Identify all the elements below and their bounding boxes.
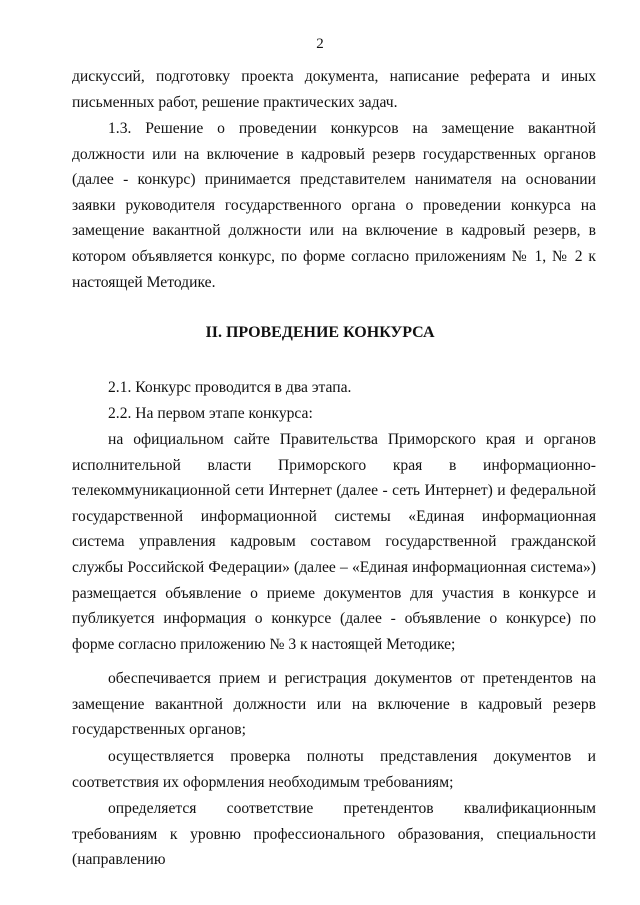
paragraph-completeness-check: осуществляется проверка полноты представления документов и соответствия их оформления необходимым требованиям; [72,748,596,791]
paragraph-2-2: 2.2. На первом этапе конкурса: [108,405,313,422]
paragraph-continuation: дискуссий, подготовку проекта документа, написание реферата и иных письменных работ, решение практических задач. [72,68,596,111]
section-heading: II. ПРОВЕДЕНИЕ КОНКУРСА [205,324,435,341]
page-number: 2 [316,36,324,52]
paragraph-1-3: 1.3. Решение о проведении конкурсов на замещение вакантной должности или на включение в кадровый резерв государственных органов (далее - конкурс) принимается представителем нанимателя на основании заявки руководителя государственного органа о проведении конкурса на замещение вакантной должности или на включение в кадровый резерв, в котором объявляется конкурс, по форме согласно приложениям № 1, № 2 к настоящей Методике. [72,120,596,291]
paragraph-2-1: 2.1. Конкурс проводится в два этапа. [108,379,352,396]
paragraph-qualification-check: определяется соответствие претендентов квалификационным требованиям к уровню профессионального образования, специальности (направлению [72,800,596,869]
paragraph-document-intake: обеспечивается прием и регистрация документов от претендентов на замещение вакантной должности или на включение в кадровый резерв государственных органов; [72,670,596,739]
paragraph-publication: на официальном сайте Правительства Приморского края и органов исполнительной власти Приморского края в информационно-телекоммуникационной сети Интернет (далее - сеть Интернет) и федеральной государственной информационной системы «Единая информационная система управления кадровым составом государственной гражданской службы Российской Федерации» (далее – «Единая информационная система») размещается объявление о приеме документов для участия в конкурсе и публикуется информация о конкурсе (далее - объявление о конкурсе) по форме согласно приложению № 3 к настоящей Методике; [72,431,596,653]
